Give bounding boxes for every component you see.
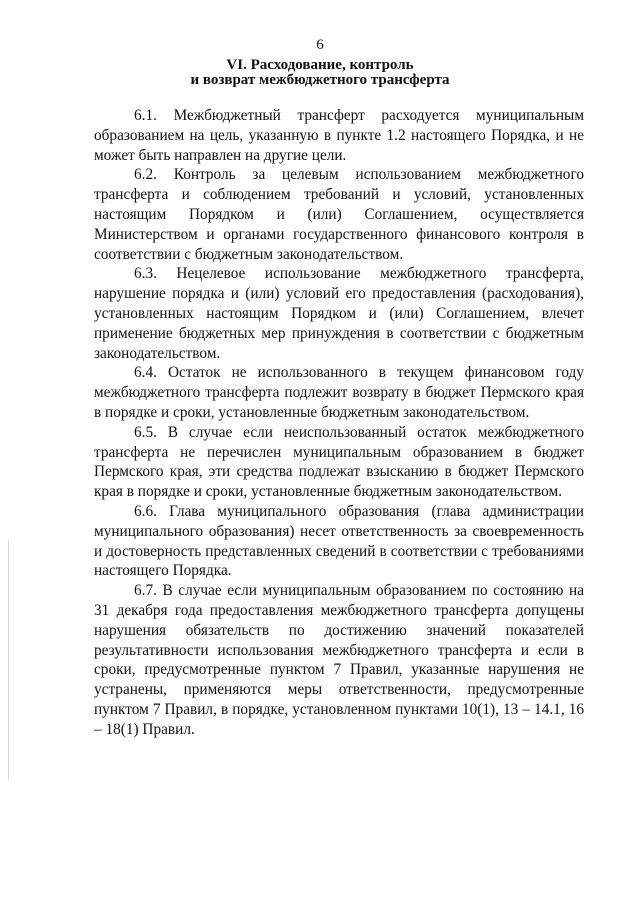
paragraph-6-2: 6.2. Контроль за целевым использованием межбюджетного трансферта и соблюдением требований и условий, установленных настоящим Порядком и (или) Соглашением, осуществляется Министерством и органами государственного финансового контроля в соответствии с бюджетным законодательством. — [94, 166, 584, 263]
paragraph-6-5: 6.5. В случае если неиспользованный остаток межбюджетного трансферта не перечислен муниципальным образованием в бюджет Пермского края, эти средства подлежат взысканию в бюджет Пермского края в порядке и сроки, установленные бюджетным законодательством. — [94, 423, 584, 501]
page-number: 6 — [316, 37, 324, 53]
paragraph-6-3: 6.3. Нецелевое использование межбюджетного трансферта, нарушение порядка и (или) условий его предоставления (расходования), установленных настоящим Порядком и (или) Соглашением, влечет применение бюджетных мер принуждения в соответствии с бюджетным законодательством. — [94, 265, 584, 362]
paragraph-6-7: 6.7. В случае если муниципальным образованием по состоянию на 31 декабря года предоставления межбюджетного трансферта допущены нарушения обязательств по достижению значений показателей результативности использования межбюджетного трансферта и если в сроки, предусмотренные пунктом 7 Правил, указанные нарушения не устранены, применяются меры ответственности, предусмотренные пунктом 7 Правил, в порядке, установленном пунктами 10(1), 13 – 14.1, 16 – 18(1) Правил. — [94, 582, 584, 738]
paragraph-6-1: 6.1. Межбюджетный трансферт расходуется муниципальным образованием на цель, указанную в пункте 1.2 настоящего Порядка, и не может быть направлен на другие цели. — [94, 107, 584, 164]
scan-edge-line — [8, 540, 9, 780]
section-body — [94, 106, 584, 740]
paragraph-6-6: 6.6. Глава муниципального образования (глава администрации муниципального образования) несет ответственность за своевременность и достоверность представленных сведений в соответствии с требованиями настоящего Порядка. — [94, 502, 584, 580]
section-heading-line-2: и возврат межбюджетного трансферта — [190, 72, 450, 88]
paragraph-6-4: 6.4. Остаток не использованного в текущем финансовом году межбюджетного трансферта подлежит возврату в бюджет Пермского края в порядке и сроки, установленные бюджетным законодательством. — [94, 364, 584, 421]
section-heading — [0, 58, 640, 88]
section-heading-line-1: VI. Расходование, контроль — [226, 57, 414, 73]
